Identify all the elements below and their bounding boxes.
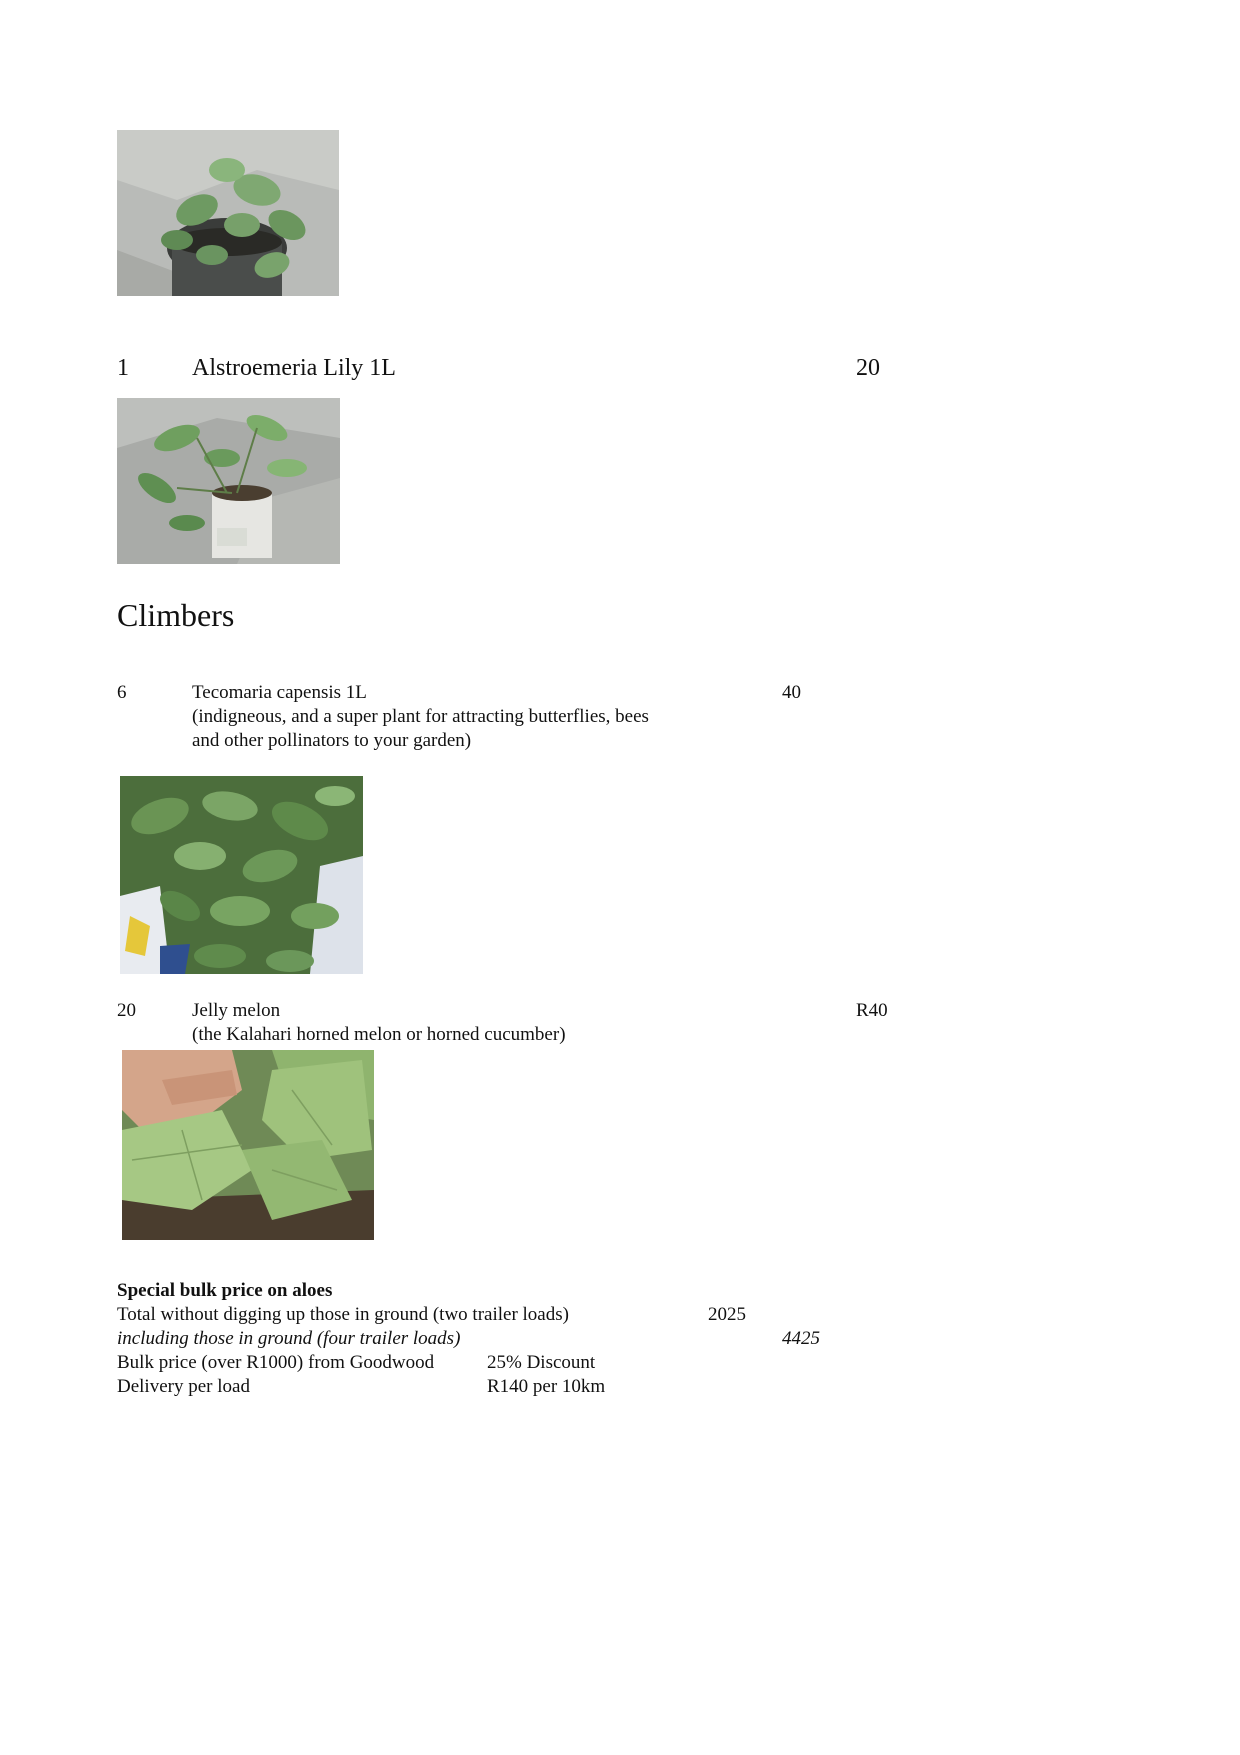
section-heading: Climbers	[117, 597, 235, 633]
item-description: and other pollinators to your garden)	[192, 730, 472, 751]
alstroemeria-photo	[117, 398, 340, 564]
tecomaria-photo	[120, 776, 363, 974]
bulk-row-label: including those in ground (four trailer loads)	[117, 1328, 461, 1349]
item-name: Alstroemeria Lily 1L	[192, 355, 396, 381]
item-description: (indigneous, and a super plant for attracting butterflies, bees	[192, 706, 649, 727]
item-price: R40	[856, 1000, 888, 1021]
item-name: Jelly melon	[192, 1000, 281, 1021]
bulk-row-label: Delivery per load	[117, 1376, 250, 1397]
bulk-row-value: 2025	[708, 1304, 746, 1325]
bulk-title: Special bulk price on aloes	[117, 1280, 333, 1301]
item-name: Tecomaria capensis 1L	[192, 682, 367, 703]
jelly-melon-photo	[122, 1050, 374, 1240]
plant-photo-top	[117, 130, 339, 296]
item-quantity: 1	[117, 355, 129, 381]
bulk-row-label: Total without digging up those in ground (two trailer loads)	[117, 1304, 569, 1325]
bulk-row-value: 25% Discount	[487, 1352, 596, 1373]
item-price: 20	[856, 355, 880, 381]
item-price: 40	[782, 682, 801, 703]
item-quantity: 6	[117, 682, 127, 703]
bulk-row-value: R140 per 10km	[487, 1376, 606, 1397]
bulk-row-label: Bulk price (over R1000) from Goodwood	[117, 1352, 435, 1373]
item-description: (the Kalahari horned melon or horned cucumber)	[192, 1024, 566, 1045]
bulk-row-value: 4425	[782, 1328, 820, 1349]
item-quantity: 20	[117, 1000, 136, 1021]
